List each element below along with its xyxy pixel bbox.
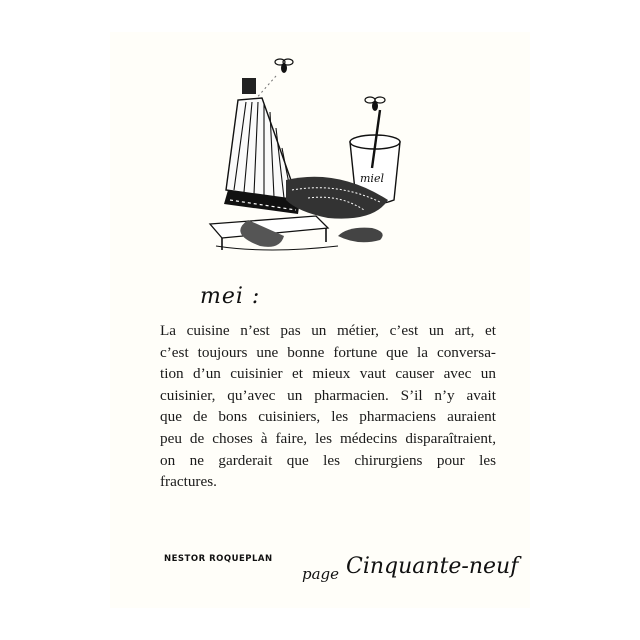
text-line: c’est toujours une bonne fortune que la conversa- — [160, 343, 496, 361]
bee-icon — [275, 59, 293, 73]
jar-label: miel — [360, 172, 384, 185]
book-page — [110, 32, 530, 608]
quote-text — [160, 320, 496, 493]
page-label: page — [302, 565, 340, 583]
text-line: que de bons cuisiniers, les pharmaciens auraient — [160, 408, 496, 426]
kitchen-illustration — [188, 50, 428, 290]
text-line: cuisinier, qu’avec un pharmacien. S’il n’y avait — [160, 386, 496, 404]
text-line: peu de choses à faire, les médecins disparaîtraient, — [160, 429, 496, 447]
bee-icon — [365, 97, 385, 111]
page-number: Cinquante-neuf — [346, 554, 519, 579]
text-line: fractures. — [160, 473, 217, 491]
text-line: La cuisine n’est pas un métier, c’est un art, et — [160, 322, 496, 339]
author-name: NESTOR ROQUEPLAN — [164, 554, 273, 564]
heading: mei : — [200, 284, 261, 309]
text-line: tion d’un cuisinier et mieux vaut causer avec un — [160, 365, 496, 383]
text-line: on ne garderait que les chirurgiens pour les — [160, 451, 496, 469]
